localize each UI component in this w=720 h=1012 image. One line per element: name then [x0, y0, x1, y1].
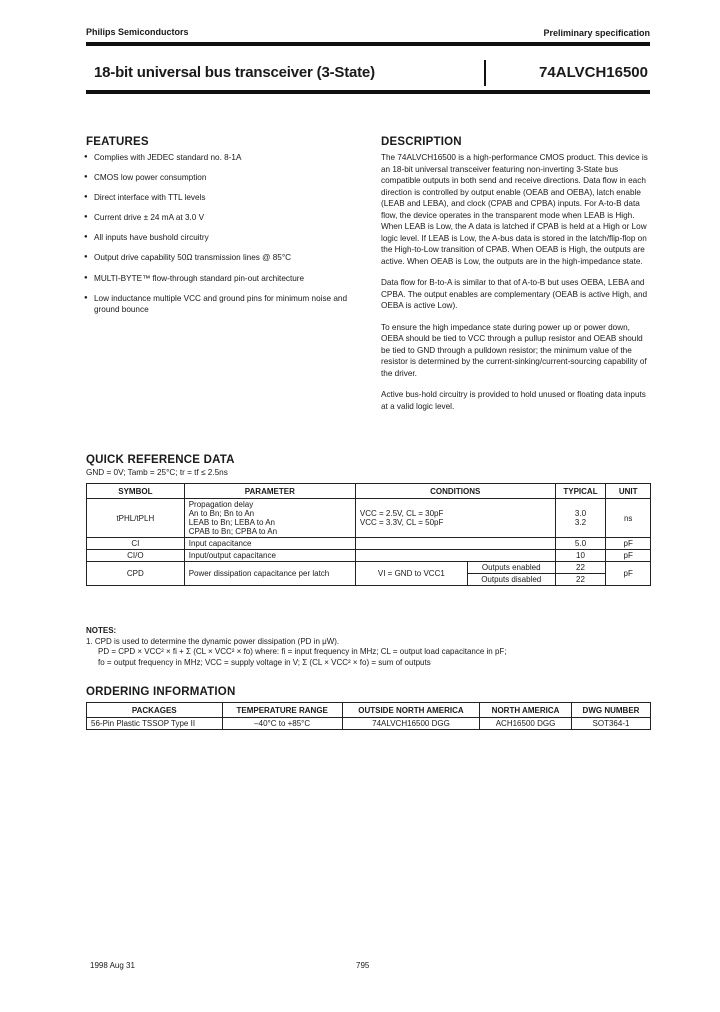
quick-reference-conditions: GND = 0V; Tamb = 25°C; tr = tf ≤ 2.5ns — [86, 468, 228, 477]
features-list — [84, 152, 366, 324]
quick-reference-table — [86, 483, 651, 586]
symbol-cell: CI/O — [87, 550, 185, 562]
quick-reference-heading: QUICK REFERENCE DATA — [86, 454, 235, 466]
temperature-cell: –40°C to +85°C — [222, 718, 342, 730]
table-row — [87, 538, 651, 550]
symbol-cell: CI — [87, 538, 185, 550]
parameter-cell: Input capacitance — [184, 538, 355, 550]
ordering-table — [86, 702, 651, 730]
table-row — [87, 499, 651, 538]
sub-condition-cell: Outputs enabled — [467, 562, 555, 574]
note-line: fo = output frequency in MHz; VCC = supply voltage in V; Σ (CL × VCC² × fo) = sum of outputs — [98, 657, 431, 667]
description-paragraph: Data flow for B-to-A is similar to that of A-to-B but uses OEBA, LEBA and CPBA. The output enables are complementary (OEAB is active High, and OEBA is active Low). — [381, 278, 648, 310]
note-line: PD = CPD × VCC² × fi + Σ (CL × VCC² × fo) where: fi = input frequency in MHz; CL = output load capacitance in pF; — [98, 647, 507, 656]
unit-cell: pF — [606, 538, 651, 550]
document-title: 18-bit universal bus transceiver (3-State) — [94, 64, 375, 81]
note-line: 1. CPD is used to determine the dynamic power dissipation (PD in μW). — [86, 636, 340, 646]
parameter-cell: Input/output capacitance — [184, 550, 355, 562]
typical-cell — [555, 499, 606, 538]
feature-item: ● All inputs have bushold circuitry — [84, 232, 366, 244]
feature-item: ● Current drive ± 24 mA at 3.0 V — [84, 212, 366, 224]
conditions-cell — [355, 550, 555, 562]
notes-heading: NOTES: — [86, 626, 117, 635]
north-america-cell: ACH16500 DGG — [480, 718, 572, 730]
table-row — [87, 550, 651, 562]
unit-cell: pF — [606, 562, 651, 586]
sub-condition-cell: Outputs disabled — [467, 574, 555, 586]
description-paragraph: Active bus-hold circuitry is provided to hold unused or floating data inputs at a valid logic level. — [381, 390, 646, 411]
package-cell: 56-Pin Plastic TSSOP Type II — [87, 718, 223, 730]
table-header-row — [87, 484, 651, 499]
typical-cell: 22 — [555, 562, 606, 574]
typical-cell: 5.0 — [555, 538, 606, 550]
parameter-line: LEAB to Bn; LEBA to An — [188, 518, 275, 527]
symbol-cell: CPD — [87, 562, 185, 586]
outside-na-cell: 74ALVCH16500 DGG — [342, 718, 479, 730]
description-body — [381, 152, 653, 422]
notes — [86, 626, 651, 668]
parameter-line: Propagation delay — [188, 500, 254, 509]
unit-cell: pF — [606, 550, 651, 562]
condition-line: VCC = 3.3V, CL = 50pF — [359, 518, 444, 527]
feature-item: ● Output drive capability 50Ω transmission lines @ 85°C — [84, 252, 366, 264]
parameter-cell: Power dissipation capacitance per latch — [184, 562, 355, 586]
column-header: PACKAGES — [87, 703, 223, 718]
feature-item: ● Low inductance multiple VCC and ground pins for minimum noise and ground bounce — [84, 293, 366, 316]
part-number: 74ALVCH16500 — [539, 64, 648, 81]
title-divider — [484, 60, 486, 86]
table-header-row — [87, 703, 651, 718]
features-heading: FEATURES — [86, 136, 149, 148]
condition-line: VCC = 2.5V, CL = 30pF — [359, 509, 444, 518]
conditions-cell: VI = GND to VCC1 — [355, 562, 467, 586]
parameter-cell — [184, 499, 355, 538]
description-paragraph: The 74ALVCH16500 is a high-performance CMOS product. This device is an 18-bit universal transceiver featuring non-inverting 3-State bus compatible outputs in both send and receive directions. Data flow in each direction is controlled by output enable (OEAB and OEBA), latch enable (LEAB and LEBA), and clock (CPAB and CPBA) inputs. For A-to-B data flow, the device operates in the transparent mode when LEAB is High. When LEAB is Low, the A data is latched if CPAB is held at a High or Low logic level. If LEAB is Low, the A-bus data is stored in the latch/flip-flop on the High-to-Low transition of CPAB. When OEAB is High, the outputs are active. When OEAB is Low, the outputs are in the high-impedance state. — [381, 153, 648, 266]
column-header: UNIT — [606, 484, 651, 499]
table-row — [87, 718, 651, 730]
column-header: TYPICAL — [555, 484, 606, 499]
footer-date: 1998 Aug 31 — [90, 961, 135, 970]
table-row — [87, 562, 651, 574]
ordering-heading: ORDERING INFORMATION — [86, 686, 236, 698]
description-paragraph: To ensure the high impedance state during power up or power down, OEBA should be tied to VCC through a pullup resistor and OEAB should be tied to GND through a pulldown resistor; the minimum value of the resistor is determined by the current-sinking/current-sourcing capability of the driver. — [381, 322, 647, 378]
title-rule — [86, 90, 650, 94]
column-header: OUTSIDE NORTH AMERICA — [342, 703, 479, 718]
typical-cell: 22 — [555, 574, 606, 586]
feature-item: ● MULTI-BYTE™ flow-through standard pin-out architecture — [84, 273, 366, 285]
column-header: SYMBOL — [87, 484, 185, 499]
conditions-cell — [355, 538, 555, 550]
column-header: CONDITIONS — [355, 484, 555, 499]
column-header: NORTH AMERICA — [480, 703, 572, 718]
dwg-number-cell: SOT364-1 — [571, 718, 650, 730]
parameter-line: An to Bn; Bn to An — [188, 509, 255, 518]
typical-line: 3.2 — [574, 518, 587, 527]
unit-cell: ns — [606, 499, 651, 538]
header-rule — [86, 42, 650, 46]
column-header: PARAMETER — [184, 484, 355, 499]
feature-item: ● CMOS low power consumption — [84, 172, 366, 184]
conditions-cell — [355, 499, 555, 538]
typical-line: 3.0 — [574, 509, 587, 518]
column-header: TEMPERATURE RANGE — [222, 703, 342, 718]
feature-item: ● Direct interface with TTL levels — [84, 192, 366, 204]
parameter-line: CPAB to Bn; CPBA to An — [188, 527, 278, 536]
spec-status: Preliminary specification — [543, 28, 650, 38]
feature-item: ● Complies with JEDEC standard no. 8-1A — [84, 152, 366, 164]
page-number: 795 — [356, 961, 370, 970]
description-heading: DESCRIPTION — [381, 136, 462, 148]
symbol-cell: tPHL/tPLH — [87, 499, 185, 538]
company-name: Philips Semiconductors — [86, 27, 189, 37]
typical-cell: 10 — [555, 550, 606, 562]
column-header: DWG NUMBER — [571, 703, 650, 718]
